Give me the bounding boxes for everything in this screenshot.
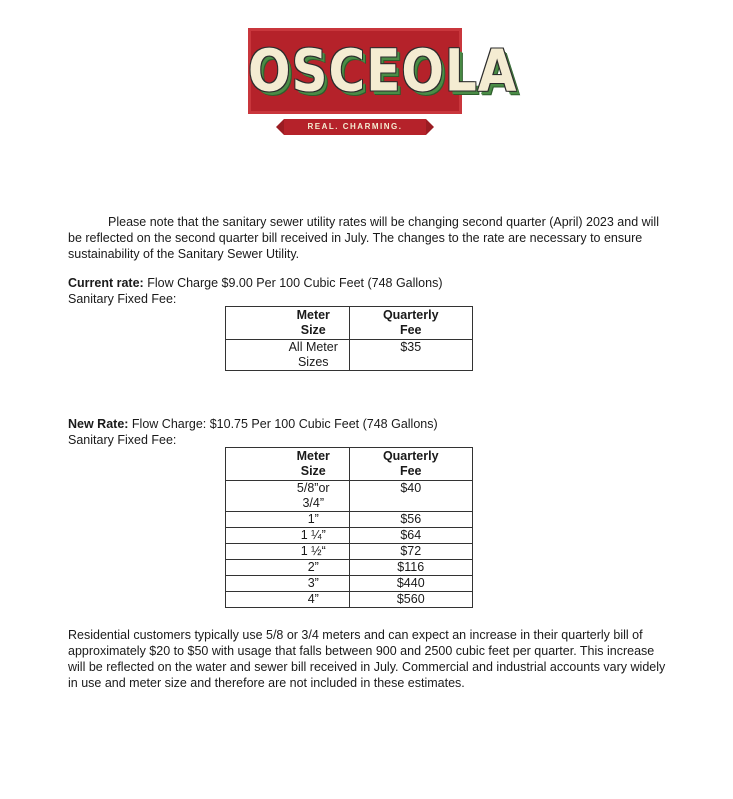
fee-cell xyxy=(349,560,473,576)
fee-cell xyxy=(349,544,473,560)
quarterly-fee-header xyxy=(349,307,473,340)
fee-cell xyxy=(349,340,473,371)
fee-cell xyxy=(349,512,473,528)
table-header-row xyxy=(226,448,473,481)
meter-size-header-text: Meter Size xyxy=(296,449,330,478)
meter-size-value: 5/8”or 3/4” xyxy=(296,481,330,510)
meter-size-value: 1 ½“ xyxy=(300,544,326,558)
table-header-row xyxy=(226,307,473,340)
meter-size-cell xyxy=(226,560,350,576)
current-fixed-fee-label: Sanitary Fixed Fee: xyxy=(68,292,177,306)
logo-tagline: REAL. CHARMING. xyxy=(307,122,403,131)
fee-value: $72 xyxy=(400,544,422,558)
new-rate-label: New Rate: xyxy=(68,417,129,431)
current-rate-line xyxy=(68,275,588,291)
new-rate-line xyxy=(68,416,588,432)
meter-size-value: 1” xyxy=(307,512,319,526)
meter-size-header-text: Meter Size xyxy=(296,308,330,337)
fee-cell xyxy=(349,481,473,512)
osceola-logo xyxy=(248,28,518,136)
table-row xyxy=(226,560,473,576)
fee-value: $64 xyxy=(400,528,422,542)
new-fixed-fee-label: Sanitary Fixed Fee: xyxy=(68,433,177,447)
quarterly-fee-header-text: Quarterly Fee xyxy=(382,308,439,337)
fee-value: $116 xyxy=(397,560,425,574)
closing-paragraph: Residential customers typically use 5/8 or 3/4 meters and can expect an increase in their quarterly bill of approximately $20 to $50 with usage that falls between 900 and 2500 cubic feet per quarter. This increase will be reflected on the water and sewer bill received in July. Commercial and industrial accounts vary widely in use and meter size and therefore are not included in these estimates. xyxy=(68,628,666,690)
table-row xyxy=(226,544,473,560)
meter-size-cell xyxy=(226,528,350,544)
fee-cell xyxy=(349,592,473,608)
fee-value: $440 xyxy=(396,576,425,590)
fee-value: $35 xyxy=(400,340,422,354)
meter-size-cell xyxy=(226,512,350,528)
meter-size-cell xyxy=(226,544,350,560)
table-row xyxy=(226,481,473,512)
quarterly-fee-header-text: Quarterly Fee xyxy=(382,449,439,478)
table-row xyxy=(226,576,473,592)
meter-size-cell xyxy=(226,481,350,512)
table-row xyxy=(226,528,473,544)
current-rate-label: Current rate: xyxy=(68,276,144,290)
meter-size-value: 4” xyxy=(307,592,319,606)
quarterly-fee-header xyxy=(349,448,473,481)
new-fee-table xyxy=(225,447,473,608)
current-fee-table xyxy=(225,306,473,371)
fee-cell xyxy=(349,576,473,592)
current-flow-charge: Flow Charge $9.00 Per 100 Cubic Feet (748 Gallons) xyxy=(147,276,443,290)
fee-value: $40 xyxy=(400,481,422,495)
logo-badge xyxy=(248,28,518,114)
table-row xyxy=(226,340,473,371)
intro-paragraph: Please note that the sanitary sewer utility rates will be changing second quarter (April) 2023 and will be reflected on the second quarter bill received in July. The changes to the rate are necessary to ensure sustainability of the Sanitary Sewer Utility. xyxy=(68,215,659,261)
logo-ribbon xyxy=(284,119,426,135)
meter-size-cell xyxy=(226,576,350,592)
logo-wordmark: OSCEOLA xyxy=(248,37,518,105)
fee-value: $56 xyxy=(400,512,422,526)
meter-size-header xyxy=(226,307,350,340)
table-row xyxy=(226,512,473,528)
new-flow-charge: Flow Charge: $10.75 Per 100 Cubic Feet (748 Gallons) xyxy=(131,417,438,431)
meter-size-header xyxy=(226,448,350,481)
meter-size-cell xyxy=(226,340,350,371)
fee-value: $560 xyxy=(396,592,425,606)
meter-size-value: All Meter Sizes xyxy=(288,340,338,369)
meter-size-cell xyxy=(226,592,350,608)
meter-size-value: 1 ¼” xyxy=(300,528,326,542)
fee-cell xyxy=(349,528,473,544)
meter-size-value: 3” xyxy=(307,576,319,590)
meter-size-value: 2” xyxy=(307,560,319,574)
table-row xyxy=(226,592,473,608)
